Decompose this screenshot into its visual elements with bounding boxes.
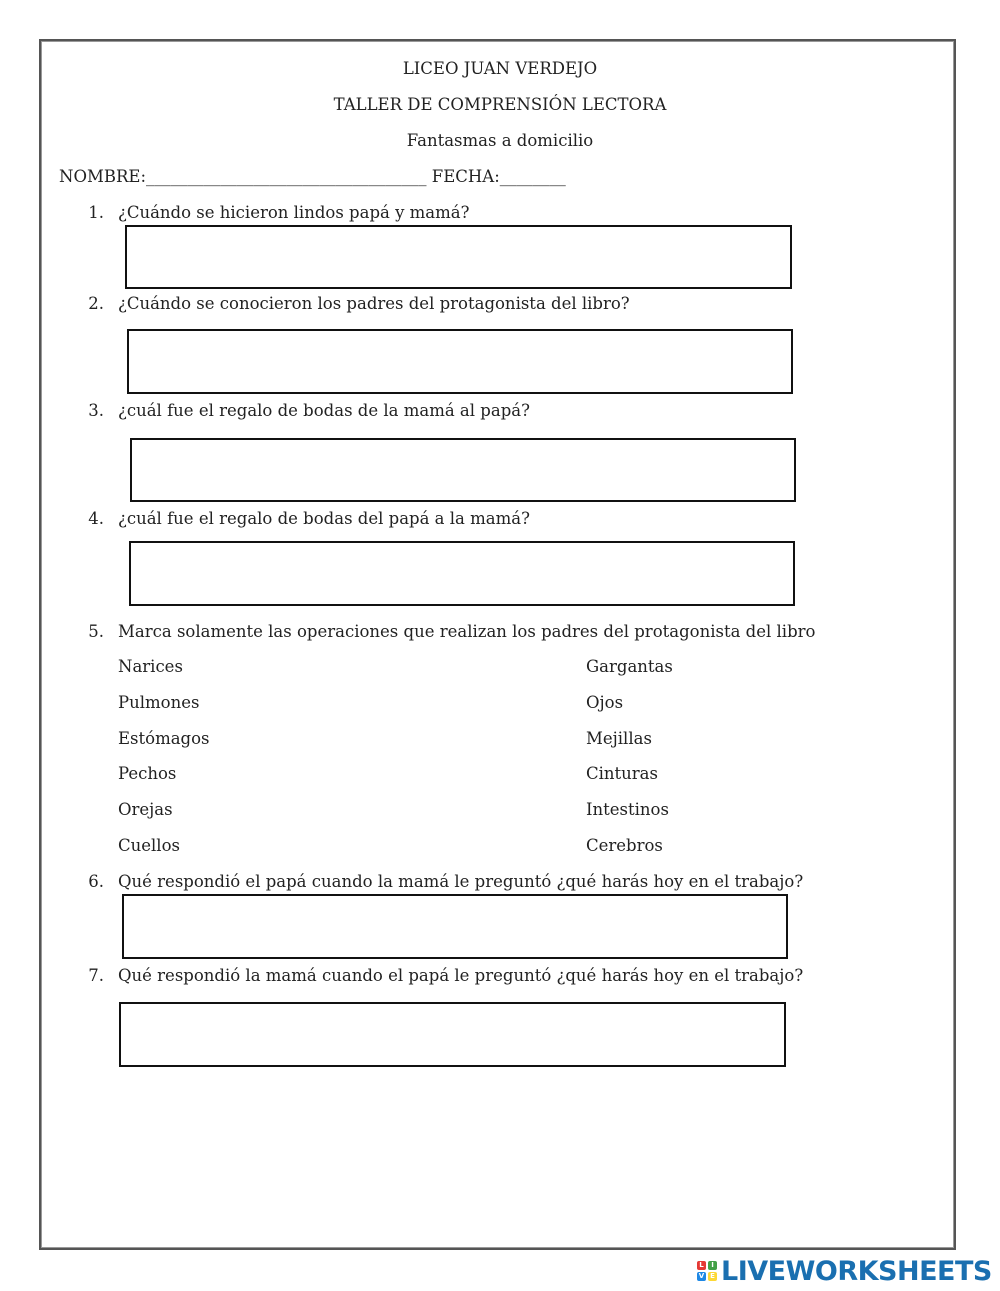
date-label: FECHA:________ (431, 167, 566, 186)
logo-mark-icon (697, 1261, 717, 1281)
option-orejas[interactable]: Orejas (118, 800, 173, 819)
name-label: NOMBRE:__________________________________ (59, 167, 427, 186)
answer-box-3[interactable] (130, 438, 796, 502)
question-4-text: ¿cuál fue el regalo de bodas del papá a la mamá? (118, 509, 530, 528)
logo-mark-letter: L (697, 1261, 706, 1270)
option-intestinos[interactable]: Intestinos (586, 800, 669, 819)
option-narices[interactable]: Narices (118, 657, 183, 676)
question-7-text: Qué respondió la mamá cuando el papá le preguntó ¿qué harás hoy en el trabajo? (118, 966, 804, 985)
option-estomagos[interactable]: Estómagos (118, 729, 210, 748)
question-2-number: 2. (88, 294, 104, 313)
question-6-text: Qué respondió el papá cuando la mamá le preguntó ¿qué harás hoy en el trabajo? (118, 872, 804, 891)
question-5-number: 5. (88, 622, 104, 641)
question-2-text: ¿Cuándo se conocieron los padres del protagonista del libro? (118, 294, 630, 313)
option-gargantas[interactable]: Gargantas (586, 657, 673, 676)
answer-box-2[interactable] (127, 329, 793, 394)
question-7-number: 7. (88, 966, 104, 985)
logo-text: LIVEWORKSHEETS (721, 1255, 992, 1287)
logo-mark-letter: V (698, 1272, 705, 1280)
option-cinturas[interactable]: Cinturas (586, 764, 658, 783)
option-cerebros[interactable]: Cerebros (586, 836, 663, 855)
question-3-number: 3. (88, 401, 104, 420)
option-mejillas[interactable]: Mejillas (586, 729, 652, 748)
liveworksheets-logo (697, 1257, 992, 1285)
question-3-text: ¿cuál fue el regalo de bodas de la mamá al papá? (118, 401, 530, 420)
question-1-number: 1. (88, 203, 104, 222)
question-6-number: 6. (88, 872, 104, 891)
logo-mark-letter: I (708, 1261, 717, 1270)
name-field (59, 169, 566, 186)
logo-mark-letter: E (708, 1272, 717, 1281)
option-cuellos[interactable]: Cuellos (118, 836, 180, 855)
option-ojos[interactable]: Ojos (586, 693, 624, 712)
school-name: LICEO JUAN VERDEJO (402, 59, 598, 78)
question-4-number: 4. (88, 509, 104, 528)
answer-box-6[interactable] (122, 894, 788, 959)
option-pulmones[interactable]: Pulmones (118, 693, 200, 712)
answer-box-7[interactable] (119, 1002, 786, 1067)
book-title: Fantasmas a domicilio (406, 131, 594, 150)
answer-box-1[interactable] (125, 225, 792, 289)
option-pechos[interactable]: Pechos (118, 764, 177, 783)
workshop-title: TALLER DE COMPRENSIÓN LECTORA (333, 95, 667, 114)
answer-box-4[interactable] (129, 541, 795, 606)
question-5-text: Marca solamente las operaciones que realizan los padres del protagonista del libro (118, 622, 816, 641)
question-1-text: ¿Cuándo se hicieron lindos papá y mamá? (118, 203, 470, 222)
